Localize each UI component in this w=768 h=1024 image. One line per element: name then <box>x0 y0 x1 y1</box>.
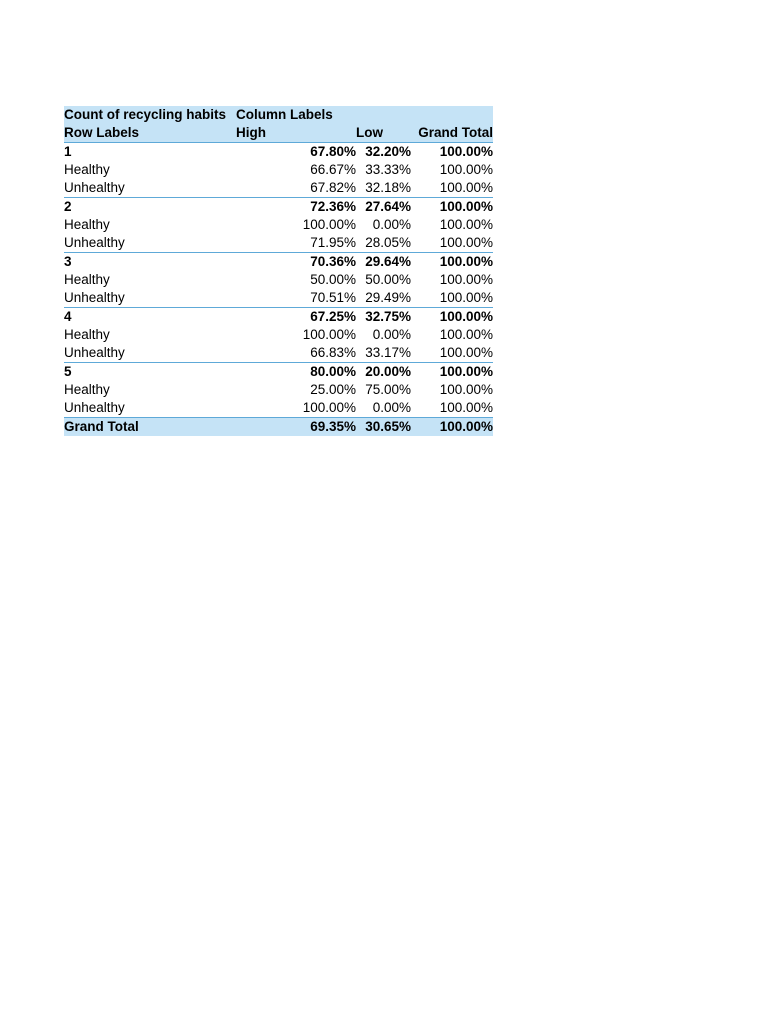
pivot-header-row-2 <box>64 124 493 143</box>
item-row <box>64 289 493 308</box>
grand-total-value-cell[interactable]: 100.00% <box>411 289 493 308</box>
low-value-cell[interactable]: 30.65% <box>356 418 411 437</box>
high-value-cell[interactable]: 100.00% <box>302 217 356 232</box>
grand-total-value-cell[interactable]: 100.00% <box>411 234 493 253</box>
column-header-low[interactable]: Low <box>356 124 411 143</box>
high-value-cell[interactable]: 70.36% <box>310 254 356 269</box>
column-header-high[interactable]: High <box>236 124 356 143</box>
high-value-cell[interactable]: 50.00% <box>310 272 356 287</box>
low-value-cell[interactable]: 33.17% <box>356 344 411 363</box>
item-label[interactable]: Healthy <box>64 382 110 397</box>
high-value-cell[interactable]: 71.95% <box>236 234 356 253</box>
item-row <box>64 381 493 399</box>
pivot-header-row-1 <box>64 106 493 124</box>
high-value-cell[interactable]: 100.00% <box>302 400 356 415</box>
group-row <box>64 308 493 327</box>
item-row <box>64 271 493 289</box>
low-value-cell[interactable]: 75.00% <box>365 382 411 397</box>
high-value-cell[interactable]: 80.00% <box>310 364 356 379</box>
item-row <box>64 399 493 418</box>
high-value-cell[interactable]: 25.00% <box>310 382 356 397</box>
low-value-cell[interactable]: 20.00% <box>365 364 411 379</box>
item-row <box>64 234 493 253</box>
grand-total-label[interactable]: Grand Total <box>64 418 236 437</box>
low-value-cell[interactable]: 29.64% <box>365 254 411 269</box>
item-row <box>64 179 493 198</box>
high-value-cell[interactable]: 70.51% <box>236 289 356 308</box>
grand-total-value-cell[interactable]: 100.00% <box>439 144 494 159</box>
grand-total-value-cell[interactable]: 100.00% <box>439 254 494 269</box>
high-value-cell[interactable]: 66.83% <box>236 344 356 363</box>
item-row <box>64 161 493 179</box>
low-value-cell[interactable]: 0.00% <box>372 217 411 232</box>
grand-total-value-cell[interactable]: 100.00% <box>439 364 494 379</box>
grand-total-value-cell[interactable]: 100.00% <box>411 179 493 198</box>
high-value-cell[interactable]: 100.00% <box>302 327 356 342</box>
high-value-cell[interactable]: 67.25% <box>310 309 356 324</box>
group-label[interactable]: 3 <box>64 254 72 269</box>
column-labels-header[interactable]: Column Labels <box>236 106 493 124</box>
item-label[interactable]: Unhealthy <box>64 400 125 415</box>
group-row <box>64 253 493 272</box>
group-label[interactable]: 2 <box>64 199 72 214</box>
low-value-cell[interactable]: 28.05% <box>356 234 411 253</box>
grand-total-value-cell[interactable]: 100.00% <box>411 418 493 437</box>
grand-total-value-cell[interactable]: 100.00% <box>439 162 494 177</box>
item-label[interactable]: Healthy <box>64 217 110 232</box>
low-value-cell[interactable]: 32.75% <box>365 309 411 324</box>
group-row <box>64 143 493 162</box>
low-value-cell[interactable]: 32.18% <box>356 179 411 198</box>
grand-total-value-cell[interactable]: 100.00% <box>439 217 494 232</box>
value-field-header[interactable]: Count of recycling habits <box>64 106 236 124</box>
item-label[interactable]: Unhealthy <box>64 344 236 363</box>
low-value-cell[interactable]: 29.49% <box>356 289 411 308</box>
high-value-cell[interactable]: 66.67% <box>310 162 356 177</box>
group-label[interactable]: 1 <box>64 144 72 159</box>
grand-total-value-cell[interactable]: 100.00% <box>439 199 494 214</box>
grand-total-value-cell[interactable]: 100.00% <box>439 382 494 397</box>
column-header-grand-total[interactable]: Grand Total <box>411 124 493 143</box>
grand-total-row <box>64 418 493 437</box>
high-value-cell[interactable]: 72.36% <box>310 199 356 214</box>
grand-total-value-cell[interactable]: 100.00% <box>439 309 494 324</box>
item-row <box>64 326 493 344</box>
group-label[interactable]: 4 <box>64 309 72 324</box>
item-label[interactable]: Healthy <box>64 327 110 342</box>
grand-total-value-cell[interactable]: 100.00% <box>411 344 493 363</box>
high-value-cell[interactable]: 67.80% <box>310 144 356 159</box>
low-value-cell[interactable]: 0.00% <box>372 327 411 342</box>
item-row <box>64 216 493 234</box>
item-label[interactable]: Healthy <box>64 272 110 287</box>
high-value-cell[interactable]: 69.35% <box>236 418 356 437</box>
low-value-cell[interactable]: 27.64% <box>365 199 411 214</box>
low-value-cell[interactable]: 33.33% <box>365 162 411 177</box>
row-labels-header[interactable]: Row Labels <box>64 124 236 143</box>
group-row <box>64 198 493 217</box>
item-label[interactable]: Unhealthy <box>64 179 236 198</box>
group-label[interactable]: 5 <box>64 364 72 379</box>
high-value-cell[interactable]: 67.82% <box>236 179 356 198</box>
item-label[interactable]: Unhealthy <box>64 234 236 253</box>
item-label[interactable]: Healthy <box>64 162 110 177</box>
item-row <box>64 344 493 363</box>
low-value-cell[interactable]: 0.00% <box>372 400 411 415</box>
low-value-cell[interactable]: 32.20% <box>365 144 411 159</box>
grand-total-value-cell[interactable]: 100.00% <box>439 272 494 287</box>
grand-total-value-cell[interactable]: 100.00% <box>439 400 494 415</box>
grand-total-value-cell[interactable]: 100.00% <box>439 327 494 342</box>
low-value-cell[interactable]: 50.00% <box>365 272 411 287</box>
group-row <box>64 363 493 382</box>
item-label[interactable]: Unhealthy <box>64 289 236 308</box>
pivot-table <box>64 106 493 436</box>
